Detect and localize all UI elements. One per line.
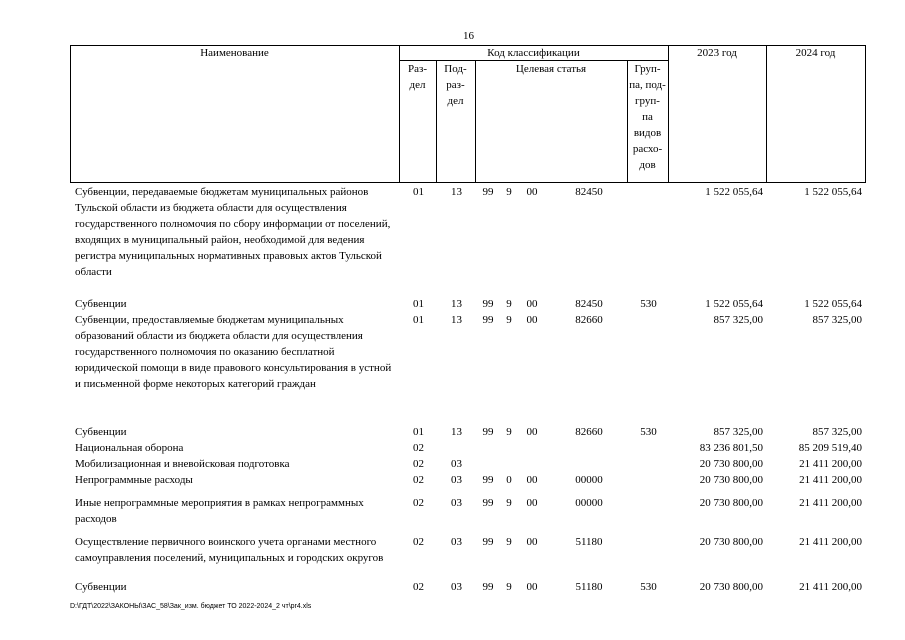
header-year-2023: 2023 год (697, 47, 737, 59)
cell-target-3: 00 (526, 298, 538, 310)
cell-amount-2023: 857 325,00 (713, 426, 763, 438)
cell-name: Субвенции (75, 298, 127, 310)
cell-amount-2023: 20 730 800,00 (699, 581, 763, 593)
cell-razdel: 02 (413, 442, 424, 454)
cell-target-3: 00 (526, 581, 538, 593)
cell-target-2: 9 (506, 186, 512, 198)
cell-amount-2023: 20 730 800,00 (699, 474, 763, 486)
cell-target-1: 99 (482, 497, 494, 509)
cell-target-2: 9 (506, 581, 512, 593)
cell-name: Осуществление первичного воинского учета органами местного самоуправления поселений, муниципальных и городских округов (75, 536, 384, 564)
cell-podrazdel: 13 (451, 298, 462, 310)
cell-target-1: 99 (482, 314, 494, 326)
cell-razdel: 02 (413, 497, 424, 509)
table-header (70, 45, 866, 183)
cell-amount-2023: 20 730 800,00 (699, 458, 763, 470)
header-name: Наименование (200, 47, 269, 59)
header-podrazdel: Под- раз- дел (444, 63, 467, 107)
cell-amount-2023: 83 236 801,50 (699, 442, 763, 454)
cell-target-4: 00000 (575, 474, 603, 486)
cell-target-2: 9 (506, 426, 512, 438)
header-vline (70, 45, 71, 183)
cell-target-4: 00000 (575, 497, 603, 509)
cell-amount-2024: 857 325,00 (812, 314, 862, 326)
footer-file-path: D:\ГДТ\2022\ЗАКОНЫ\ЗАС_58\Зак_изм. бюджет ТО 2022-2024_2 чт\pr4.xls (70, 603, 312, 610)
cell-target-1: 99 (482, 474, 494, 486)
cell-expense-group: 530 (640, 298, 657, 310)
cell-target-1: 99 (482, 298, 494, 310)
cell-target-1: 99 (482, 426, 494, 438)
cell-podrazdel: 13 (451, 186, 462, 198)
cell-podrazdel: 03 (451, 536, 462, 548)
cell-target-3: 00 (526, 314, 538, 326)
cell-razdel: 01 (413, 426, 424, 438)
cell-name: Субвенции (75, 426, 127, 438)
cell-target-2: 9 (506, 497, 512, 509)
header-vline (475, 60, 476, 183)
cell-amount-2023: 1 522 055,64 (705, 298, 763, 310)
cell-name: Непрограммные расходы (75, 474, 193, 486)
cell-name: Мобилизационная и вневойсковая подготовка (75, 458, 290, 470)
cell-target-4: 51180 (575, 536, 603, 548)
header-year-2024: 2024 год (795, 47, 836, 59)
cell-razdel: 02 (413, 581, 424, 593)
cell-podrazdel: 13 (451, 314, 462, 326)
cell-amount-2024: 857 325,00 (812, 426, 862, 438)
cell-amount-2024: 21 411 200,00 (799, 497, 862, 509)
cell-podrazdel: 03 (451, 497, 462, 509)
cell-razdel: 02 (413, 474, 424, 486)
header-vline (865, 45, 866, 183)
cell-target-3: 00 (526, 426, 538, 438)
cell-target-3: 00 (526, 497, 538, 509)
cell-amount-2023: 20 730 800,00 (699, 536, 763, 548)
cell-amount-2024: 1 522 055,64 (804, 298, 862, 310)
cell-expense-group: 530 (640, 426, 657, 438)
cell-target-4: 82660 (575, 314, 603, 326)
page-number: 16 (463, 30, 474, 42)
cell-target-1: 99 (482, 581, 494, 593)
cell-razdel: 02 (413, 536, 424, 548)
cell-target-1: 99 (482, 186, 494, 198)
cell-amount-2023: 1 522 055,64 (705, 186, 763, 198)
cell-podrazdel: 03 (451, 458, 462, 470)
cell-name: Субвенции, предоставляемые бюджетам муниципальных образований области из бюджета области для осуществления государственного полномочия по оказанию бесплатной юридической помощи в виде правового консультирования в устной и письменной форме некоторых категорий граждан (75, 314, 392, 390)
cell-amount-2024: 1 522 055,64 (804, 186, 862, 198)
header-target-article: Целевая статья (515, 63, 587, 75)
cell-razdel: 01 (413, 298, 424, 310)
cell-target-2: 9 (506, 314, 512, 326)
cell-amount-2024: 85 209 519,40 (798, 442, 862, 454)
cell-razdel: 02 (413, 458, 424, 470)
header-expense-group: Груп- па, под- груп- па видов расхо- дов (629, 63, 666, 171)
cell-target-3: 00 (526, 474, 538, 486)
cell-amount-2023: 20 730 800,00 (699, 497, 763, 509)
header-bottom-line (70, 182, 866, 183)
header-razdel: Раз- дел (407, 63, 427, 91)
cell-name: Национальная оборона (75, 442, 184, 454)
cell-amount-2024: 21 411 200,00 (799, 458, 862, 470)
header-code-group: Код классификации (487, 47, 580, 59)
cell-amount-2024: 21 411 200,00 (799, 536, 862, 548)
cell-expense-group: 530 (640, 581, 657, 593)
cell-target-1: 99 (482, 536, 494, 548)
cell-target-4: 51180 (575, 581, 603, 593)
cell-amount-2024: 21 411 200,00 (799, 581, 862, 593)
header-vline (766, 45, 767, 183)
cell-amount-2023: 857 325,00 (713, 314, 763, 326)
cell-target-3: 00 (526, 536, 538, 548)
cell-name: Иные непрограммные мероприятия в рамках непрограммных расходов (75, 497, 364, 525)
cell-target-4: 82450 (575, 298, 603, 310)
cell-podrazdel: 03 (451, 474, 462, 486)
cell-name: Субвенции (75, 581, 127, 593)
cell-razdel: 01 (413, 314, 424, 326)
cell-target-2: 9 (506, 536, 512, 548)
cell-podrazdel: 03 (451, 581, 462, 593)
cell-razdel: 01 (413, 186, 424, 198)
cell-target-2: 9 (506, 298, 512, 310)
cell-amount-2024: 21 411 200,00 (799, 474, 862, 486)
cell-target-2: 0 (506, 474, 512, 486)
cell-podrazdel: 13 (451, 426, 462, 438)
cell-name: Субвенции, передаваемые бюджетам муниципальных районов Тульской области из бюджета области для осуществления государственного полномочия по сбору информации от поселений, входящих в муниципальный район, необходимой для ведения регистра муниципальных нормативных правовых актов Тульской области (75, 186, 391, 278)
cell-target-4: 82660 (575, 426, 603, 438)
cell-target-3: 00 (526, 186, 538, 198)
header-vline (668, 45, 669, 183)
cell-target-4: 82450 (575, 186, 603, 198)
